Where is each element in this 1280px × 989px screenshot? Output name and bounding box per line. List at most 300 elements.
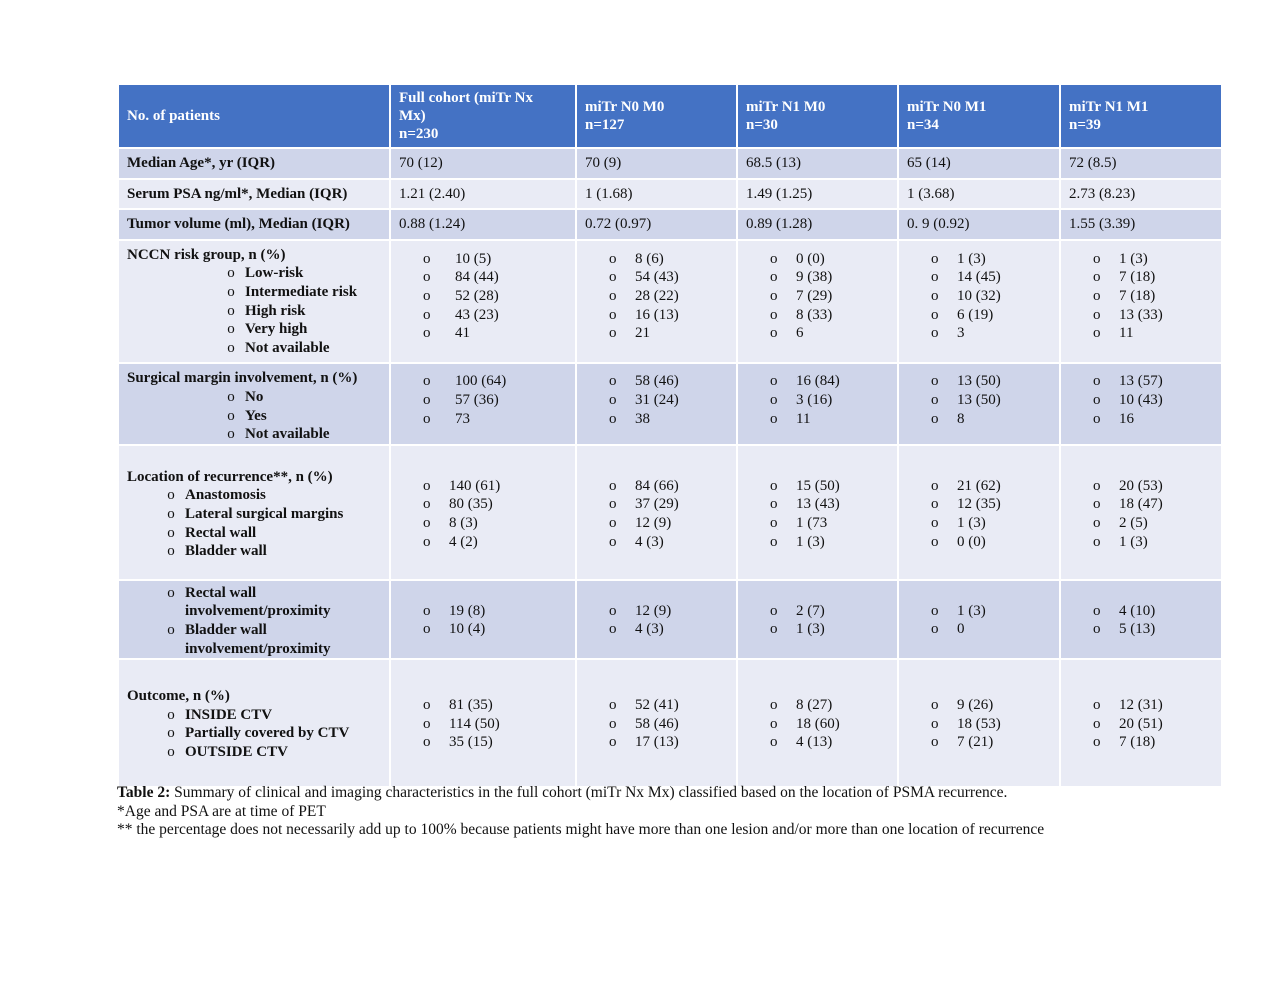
cell: 1 (1.68) bbox=[576, 179, 737, 210]
header-cell-n0m0 bbox=[576, 84, 737, 148]
bullet-icon: o bbox=[167, 725, 175, 742]
value-item bbox=[423, 696, 567, 715]
value-item bbox=[423, 733, 567, 752]
bullet-icon: o bbox=[423, 602, 431, 619]
value-text: 57 (36) bbox=[455, 391, 499, 408]
cell: 68.5 (13) bbox=[737, 148, 898, 179]
value-list-cell bbox=[1060, 240, 1222, 364]
row-label: NCCN risk group, n (%) bbox=[127, 246, 286, 263]
value-list-cell bbox=[898, 580, 1060, 659]
bullet-icon: o bbox=[770, 373, 778, 390]
bullet-icon: o bbox=[1093, 734, 1101, 751]
value-list-cell bbox=[390, 659, 576, 787]
bullet-icon: o bbox=[770, 269, 778, 286]
value-item bbox=[931, 250, 1051, 269]
sub-item: o Intermediate risk bbox=[127, 283, 381, 302]
cell: 1.21 (2.40) bbox=[390, 179, 576, 210]
value-item bbox=[931, 477, 1051, 496]
bullet-icon: o bbox=[167, 487, 175, 504]
bullet-icon: o bbox=[931, 697, 939, 714]
value-list-cell bbox=[737, 445, 898, 580]
sub-item-continued: involvement/proximity bbox=[185, 640, 331, 657]
value-item bbox=[609, 268, 728, 287]
value-text: 8 (6) bbox=[635, 250, 664, 267]
bullet-icon: o bbox=[423, 477, 431, 494]
value-text: 4 (13) bbox=[796, 734, 833, 751]
value-text: 12 (9) bbox=[635, 602, 672, 619]
value-item bbox=[770, 533, 889, 552]
value-text: 5 (13) bbox=[1119, 621, 1156, 638]
value-text: 84 (66) bbox=[635, 477, 679, 494]
bullet-icon: o bbox=[770, 697, 778, 714]
header-line: miTr N0 M0 bbox=[585, 99, 665, 115]
value-text: 52 (28) bbox=[455, 287, 499, 304]
cell: 2.73 (8.23) bbox=[1060, 179, 1222, 210]
value-list-cell bbox=[576, 240, 737, 364]
bullet-icon: o bbox=[931, 514, 939, 531]
value-list-cell bbox=[737, 659, 898, 787]
value-text: 8 (27) bbox=[796, 697, 833, 714]
bullet-icon: o bbox=[931, 306, 939, 323]
bullet-icon: o bbox=[1093, 477, 1101, 494]
value-list-cell bbox=[1060, 445, 1222, 580]
value-text: 13 (50) bbox=[957, 373, 1001, 390]
value-item bbox=[770, 268, 889, 287]
value-text: 6 bbox=[796, 325, 804, 342]
bullet-icon: o bbox=[931, 287, 939, 304]
sub-item: o Low-risk bbox=[127, 264, 381, 283]
value-item bbox=[931, 696, 1051, 715]
value-text: 84 (44) bbox=[455, 269, 499, 286]
row-label-cell bbox=[118, 240, 390, 364]
value-text: 52 (41) bbox=[635, 697, 679, 714]
value-text: 9 (26) bbox=[957, 697, 994, 714]
sub-item: o Bladder wall bbox=[127, 621, 381, 640]
value-text: 41 bbox=[455, 325, 470, 342]
value-text: 12 (35) bbox=[957, 496, 1001, 513]
value-item bbox=[770, 287, 889, 306]
value-text: 31 (24) bbox=[635, 391, 679, 408]
value-text: 12 (31) bbox=[1119, 697, 1163, 714]
sub-item: o Rectal wall bbox=[127, 524, 381, 543]
value-text: 1 (3) bbox=[796, 621, 825, 638]
value-item bbox=[931, 495, 1051, 514]
value-item bbox=[770, 733, 889, 752]
cell: 70 (12) bbox=[390, 148, 576, 179]
value-list-cell bbox=[576, 659, 737, 787]
bullet-icon: o bbox=[167, 505, 175, 522]
value-text: 14 (45) bbox=[957, 269, 1001, 286]
value-item bbox=[1093, 696, 1213, 715]
cell: 0.88 (1.24) bbox=[390, 209, 576, 240]
cell: 1.55 (3.39) bbox=[1060, 209, 1222, 240]
value-text: 8 (33) bbox=[796, 306, 833, 323]
bullet-icon: o bbox=[931, 533, 939, 550]
header-cell-full-cohort bbox=[390, 84, 576, 148]
bullet-icon: o bbox=[423, 715, 431, 732]
sub-item: o INSIDE CTV bbox=[127, 706, 381, 725]
row-label: Surgical margin involvement, n (%) bbox=[127, 370, 358, 387]
value-text: 80 (35) bbox=[449, 496, 493, 513]
value-text: 0 (0) bbox=[957, 533, 986, 550]
bullet-icon: o bbox=[770, 410, 778, 427]
bullet-icon: o bbox=[609, 287, 617, 304]
value-item bbox=[770, 477, 889, 496]
cell: 72 (8.5) bbox=[1060, 148, 1222, 179]
value-item bbox=[609, 696, 728, 715]
value-item bbox=[423, 287, 567, 306]
value-text: 18 (60) bbox=[796, 715, 840, 732]
bullet-icon: o bbox=[227, 302, 235, 319]
value-text: 4 (3) bbox=[635, 533, 664, 550]
bullet-icon: o bbox=[423, 391, 431, 408]
row-psa bbox=[118, 179, 1222, 210]
value-item bbox=[770, 306, 889, 325]
value-item bbox=[609, 495, 728, 514]
bullet-icon: o bbox=[931, 602, 939, 619]
value-text: 7 (18) bbox=[1119, 287, 1156, 304]
value-item bbox=[423, 533, 567, 552]
cell: 65 (14) bbox=[898, 148, 1060, 179]
value-item bbox=[609, 372, 728, 391]
sub-item: o Partially covered by CTV bbox=[127, 724, 381, 743]
bullet-icon: o bbox=[227, 426, 235, 443]
value-text: 11 bbox=[796, 410, 811, 427]
value-text: 6 (19) bbox=[957, 306, 994, 323]
bullet-icon: o bbox=[227, 283, 235, 300]
bullet-icon: o bbox=[770, 287, 778, 304]
bullet-icon: o bbox=[931, 410, 939, 427]
sub-item: o No bbox=[127, 388, 381, 407]
bullet-icon: o bbox=[1093, 373, 1101, 390]
bullet-icon: o bbox=[931, 477, 939, 494]
bullet-icon: o bbox=[931, 373, 939, 390]
bullet-icon: o bbox=[770, 533, 778, 550]
bullet-icon: o bbox=[1093, 715, 1101, 732]
bullet-icon: o bbox=[167, 584, 175, 601]
bullet-icon: o bbox=[931, 391, 939, 408]
value-list-cell bbox=[898, 445, 1060, 580]
bullet-icon: o bbox=[609, 533, 617, 550]
sub-item: o Bladder wall bbox=[127, 542, 381, 561]
value-text: 81 (35) bbox=[449, 697, 493, 714]
bullet-icon: o bbox=[931, 325, 939, 342]
value-item bbox=[609, 287, 728, 306]
bullet-icon: o bbox=[609, 325, 617, 342]
bullet-icon: o bbox=[423, 325, 431, 342]
bullet-icon: o bbox=[770, 496, 778, 513]
value-item bbox=[931, 391, 1051, 410]
value-item bbox=[770, 514, 889, 533]
value-item bbox=[423, 602, 567, 621]
bullet-icon: o bbox=[931, 269, 939, 286]
value-item bbox=[1093, 620, 1213, 639]
value-text: 13 (33) bbox=[1119, 306, 1163, 323]
row-label-cell bbox=[118, 580, 390, 659]
row-label: Serum PSA ng/ml*, Median (IQR) bbox=[118, 179, 390, 210]
summary-table bbox=[117, 83, 1223, 788]
value-item bbox=[609, 477, 728, 496]
value-text: 13 (43) bbox=[796, 496, 840, 513]
value-list-cell bbox=[898, 240, 1060, 364]
row-tumor-volume bbox=[118, 209, 1222, 240]
header-line: Mx) bbox=[399, 108, 426, 124]
value-item bbox=[1093, 715, 1213, 734]
bullet-icon: o bbox=[770, 325, 778, 342]
bullet-icon: o bbox=[167, 743, 175, 760]
header-line: miTr N0 M1 bbox=[907, 99, 987, 115]
value-item bbox=[423, 324, 567, 343]
value-item bbox=[423, 372, 567, 391]
bullet-icon: o bbox=[167, 706, 175, 723]
value-text: 11 bbox=[1119, 325, 1134, 342]
value-text: 3 (16) bbox=[796, 391, 833, 408]
bullet-icon: o bbox=[609, 269, 617, 286]
sub-item: o OUTSIDE CTV bbox=[127, 743, 381, 762]
value-item bbox=[609, 410, 728, 429]
value-item bbox=[609, 324, 728, 343]
header-row bbox=[118, 84, 1222, 148]
bullet-icon: o bbox=[1093, 410, 1101, 427]
caption-text: Summary of clinical and imaging characteristics in the full cohort (miTr Nx Mx) classified based on the location of PSMA recurrence. bbox=[170, 784, 1008, 801]
value-item bbox=[1093, 324, 1213, 343]
row-label-cell bbox=[118, 659, 390, 787]
header-cell-label: No. of patients bbox=[118, 84, 390, 148]
bullet-icon: o bbox=[167, 524, 175, 541]
value-text: 2 (7) bbox=[796, 602, 825, 619]
value-item bbox=[770, 696, 889, 715]
value-item bbox=[423, 391, 567, 410]
value-item bbox=[931, 733, 1051, 752]
value-text: 28 (22) bbox=[635, 287, 679, 304]
value-text: 1 (3) bbox=[796, 533, 825, 550]
value-list-cell bbox=[737, 240, 898, 364]
value-text: 1 (3) bbox=[957, 250, 986, 267]
bullet-icon: o bbox=[609, 477, 617, 494]
value-item bbox=[609, 715, 728, 734]
value-text: 7 (21) bbox=[957, 734, 994, 751]
bullet-icon: o bbox=[423, 410, 431, 427]
value-text: 1 (3) bbox=[1119, 533, 1148, 550]
bullet-icon: o bbox=[1093, 325, 1101, 342]
sub-item: o Yes bbox=[127, 407, 381, 426]
row-label-cell bbox=[118, 363, 390, 444]
value-item bbox=[770, 495, 889, 514]
bullet-icon: o bbox=[1093, 306, 1101, 323]
bullet-icon: o bbox=[227, 339, 235, 356]
bullet-icon: o bbox=[609, 715, 617, 732]
value-item bbox=[1093, 268, 1213, 287]
value-text: 140 (61) bbox=[449, 477, 501, 494]
header-line: miTr N1 M0 bbox=[746, 99, 826, 115]
value-list-cell bbox=[737, 580, 898, 659]
value-item bbox=[1093, 533, 1213, 552]
bullet-icon: o bbox=[609, 250, 617, 267]
value-text: 10 (32) bbox=[957, 287, 1001, 304]
bullet-icon: o bbox=[167, 543, 175, 560]
row-label-cell bbox=[118, 445, 390, 580]
bullet-icon: o bbox=[423, 697, 431, 714]
value-item bbox=[1093, 514, 1213, 533]
value-text: 0 bbox=[957, 621, 965, 638]
value-item bbox=[423, 268, 567, 287]
row-location-recurrence bbox=[118, 445, 1222, 580]
bullet-icon: o bbox=[1093, 391, 1101, 408]
value-item bbox=[609, 620, 728, 639]
value-item bbox=[931, 514, 1051, 533]
bullet-icon: o bbox=[609, 391, 617, 408]
header-line: n=39 bbox=[1069, 117, 1101, 133]
value-list-cell bbox=[1060, 659, 1222, 787]
value-item bbox=[931, 372, 1051, 391]
caption-title: Table 2: bbox=[117, 784, 171, 801]
sub-item: o High risk bbox=[127, 302, 381, 321]
caption-note: ** the percentage does not necessarily add up to 100% because patients might have more than one lesion and/or more than one location of recurrence bbox=[117, 821, 1045, 839]
bullet-icon: o bbox=[770, 306, 778, 323]
value-item bbox=[1093, 410, 1213, 429]
header-line: n=30 bbox=[746, 117, 778, 133]
bullet-icon: o bbox=[609, 697, 617, 714]
value-list-cell bbox=[390, 580, 576, 659]
value-text: 1 (3) bbox=[957, 514, 986, 531]
value-text: 16 (13) bbox=[635, 306, 679, 323]
value-text: 58 (46) bbox=[635, 715, 679, 732]
bullet-icon: o bbox=[1093, 621, 1101, 638]
bullet-icon: o bbox=[227, 407, 235, 424]
value-text: 114 (50) bbox=[449, 715, 500, 732]
value-item bbox=[609, 391, 728, 410]
bullet-icon: o bbox=[1093, 287, 1101, 304]
value-item bbox=[1093, 372, 1213, 391]
value-text: 54 (43) bbox=[635, 269, 679, 286]
value-list-cell bbox=[1060, 580, 1222, 659]
value-list-cell bbox=[390, 363, 576, 444]
bullet-icon: o bbox=[423, 306, 431, 323]
cell: 0. 9 (0.92) bbox=[898, 209, 1060, 240]
value-item bbox=[1093, 250, 1213, 269]
value-text: 21 (62) bbox=[957, 477, 1001, 494]
value-text: 8 (3) bbox=[449, 514, 478, 531]
bullet-icon: o bbox=[1093, 496, 1101, 513]
header-cell-n1m1 bbox=[1060, 84, 1222, 148]
header-line: n=230 bbox=[399, 126, 439, 142]
value-text: 58 (46) bbox=[635, 373, 679, 390]
value-text: 13 (57) bbox=[1119, 373, 1163, 390]
table-caption bbox=[117, 784, 1227, 840]
value-item bbox=[1093, 477, 1213, 496]
value-item bbox=[770, 324, 889, 343]
value-item bbox=[609, 514, 728, 533]
bullet-icon: o bbox=[423, 287, 431, 304]
value-text: 0 (0) bbox=[796, 250, 825, 267]
value-text: 18 (53) bbox=[957, 715, 1001, 732]
value-item bbox=[770, 602, 889, 621]
value-text: 10 (4) bbox=[449, 621, 486, 638]
bullet-icon: o bbox=[423, 250, 431, 267]
bullet-icon: o bbox=[770, 734, 778, 751]
sub-item: o Rectal wall bbox=[127, 584, 381, 603]
row-label: Outcome, n (%) bbox=[127, 688, 230, 705]
row-proximity bbox=[118, 580, 1222, 659]
value-list-cell bbox=[576, 580, 737, 659]
bullet-icon: o bbox=[770, 602, 778, 619]
value-item bbox=[770, 372, 889, 391]
value-text: 13 (50) bbox=[957, 391, 1001, 408]
bullet-icon: o bbox=[609, 514, 617, 531]
value-item bbox=[931, 306, 1051, 325]
value-list-cell bbox=[898, 659, 1060, 787]
sub-item-continued: involvement/proximity bbox=[185, 603, 331, 620]
value-text: 100 (64) bbox=[455, 373, 507, 390]
bullet-icon: o bbox=[227, 265, 235, 282]
bullet-icon: o bbox=[423, 621, 431, 638]
bullet-icon: o bbox=[770, 391, 778, 408]
value-list-cell bbox=[390, 445, 576, 580]
value-text: 18 (47) bbox=[1119, 496, 1163, 513]
caption-note: *Age and PSA are at time of PET bbox=[117, 802, 326, 820]
value-text: 37 (29) bbox=[635, 496, 679, 513]
bullet-icon: o bbox=[1093, 697, 1101, 714]
row-outcome bbox=[118, 659, 1222, 787]
value-item bbox=[1093, 733, 1213, 752]
header-line: Full cohort (miTr Nx bbox=[399, 90, 534, 106]
row-label: Median Age*, yr (IQR) bbox=[118, 148, 390, 179]
bullet-icon: o bbox=[423, 373, 431, 390]
header-line: n=34 bbox=[907, 117, 939, 133]
bullet-icon: o bbox=[423, 269, 431, 286]
bullet-icon: o bbox=[609, 602, 617, 619]
bullet-icon: o bbox=[1093, 514, 1101, 531]
value-item bbox=[931, 268, 1051, 287]
bullet-icon: o bbox=[609, 306, 617, 323]
value-list-cell bbox=[576, 363, 737, 444]
sub-item: o Not available bbox=[127, 339, 381, 358]
bullet-icon: o bbox=[167, 621, 175, 638]
value-item bbox=[609, 306, 728, 325]
header-line: miTr N1 M1 bbox=[1069, 99, 1149, 115]
value-text: 7 (18) bbox=[1119, 269, 1156, 286]
cell: 0.89 (1.28) bbox=[737, 209, 898, 240]
value-item bbox=[423, 514, 567, 533]
value-text: 4 (2) bbox=[449, 533, 478, 550]
value-item bbox=[423, 477, 567, 496]
bullet-icon: o bbox=[931, 250, 939, 267]
value-text: 1 (73 bbox=[796, 514, 828, 531]
value-text: 10 (43) bbox=[1119, 391, 1163, 408]
value-text: 8 bbox=[957, 410, 965, 427]
row-label: Tumor volume (ml), Median (IQR) bbox=[118, 209, 390, 240]
value-text: 7 (18) bbox=[1119, 734, 1156, 751]
value-item bbox=[1093, 495, 1213, 514]
bullet-icon: o bbox=[1093, 602, 1101, 619]
value-text: 2 (5) bbox=[1119, 514, 1148, 531]
bullet-icon: o bbox=[423, 514, 431, 531]
bullet-icon: o bbox=[931, 621, 939, 638]
value-item bbox=[770, 250, 889, 269]
value-text: 4 (3) bbox=[635, 621, 664, 638]
value-item bbox=[770, 715, 889, 734]
value-item bbox=[770, 391, 889, 410]
value-text: 35 (15) bbox=[449, 734, 493, 751]
value-text: 3 bbox=[957, 325, 965, 342]
value-text: 17 (13) bbox=[635, 734, 679, 751]
cell: 0.72 (0.97) bbox=[576, 209, 737, 240]
bullet-icon: o bbox=[609, 373, 617, 390]
value-text: 73 bbox=[455, 410, 470, 427]
bullet-icon: o bbox=[770, 477, 778, 494]
bullet-icon: o bbox=[931, 734, 939, 751]
value-item bbox=[609, 533, 728, 552]
